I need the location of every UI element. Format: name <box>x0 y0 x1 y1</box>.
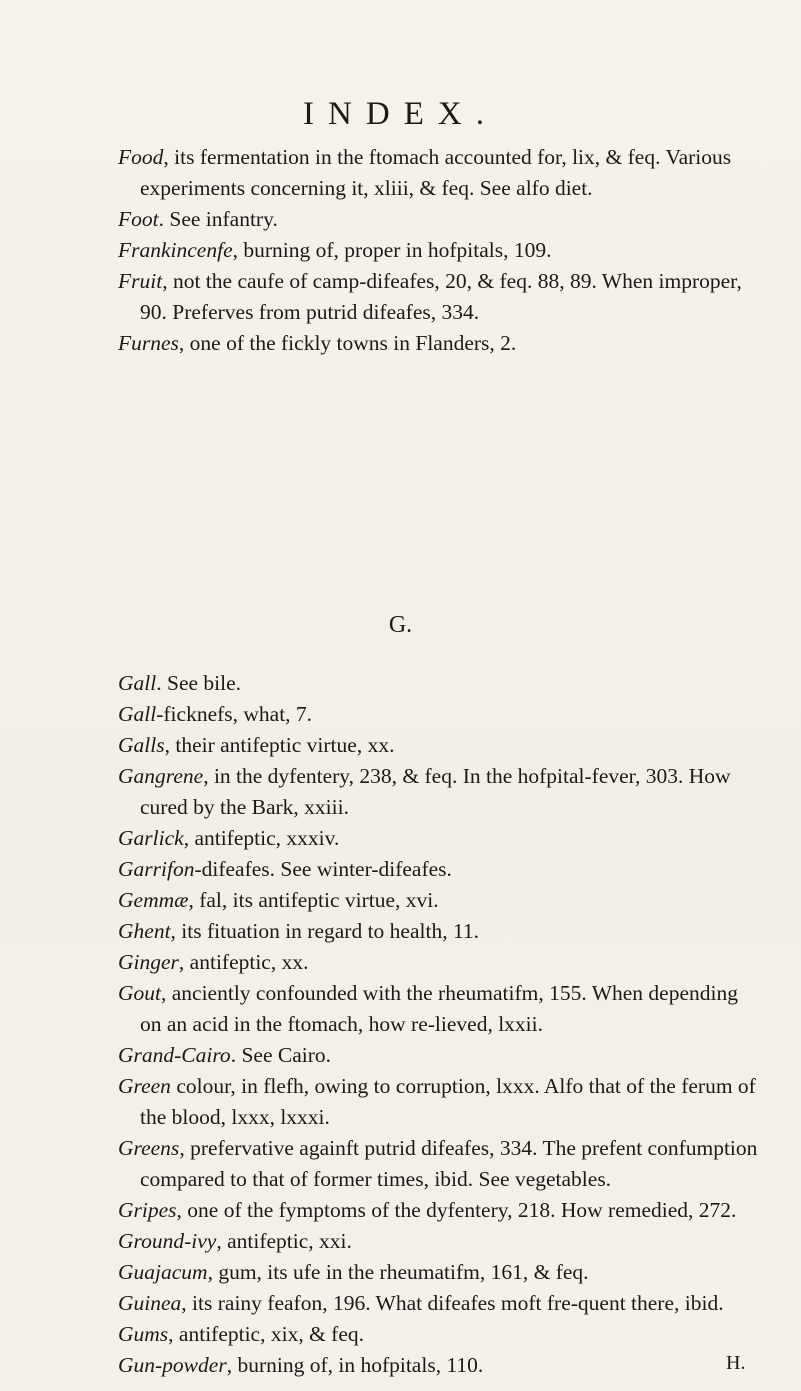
index-text: , antifeptic, xix, & feq. <box>168 1322 365 1346</box>
index-term: Grand-Cairo <box>118 1043 231 1067</box>
index-term: Furnes <box>118 331 179 355</box>
index-text: -ficknefs, what, 7. <box>156 702 313 726</box>
index-term: Gangrene <box>118 764 204 788</box>
index-text: , one of the fickly towns in Flanders, 2. <box>178 331 517 355</box>
index-text: . See Cairo. <box>230 1043 331 1067</box>
index-term: Guajacum <box>118 1260 208 1284</box>
index-entry <box>118 761 758 823</box>
index-entry <box>118 266 758 328</box>
index-entry <box>118 978 758 1040</box>
index-entry <box>118 235 758 266</box>
index-text: , fal, its antifeptic virtue, xvi. <box>188 888 439 912</box>
index-entry <box>118 823 758 854</box>
index-term: Garrifon <box>118 857 195 881</box>
index-text: , gum, its ufe in the rheumatifm, 161, & feq. <box>207 1260 589 1284</box>
index-entry <box>118 142 758 204</box>
index-text: , their antifeptic virtue, xx. <box>164 733 395 757</box>
index-entry <box>118 1226 758 1257</box>
index-entry <box>118 730 758 761</box>
index-entry <box>118 668 758 699</box>
index-entry <box>118 1257 758 1288</box>
index-term: Ghent <box>118 919 171 943</box>
index-term: Fruit <box>118 269 163 293</box>
index-term: Gripes <box>118 1198 177 1222</box>
index-term: Guinea <box>118 1291 182 1315</box>
catchword: H. <box>726 1352 746 1374</box>
index-text: , in the dyfentery, 238, & feq. In the hofpital-fever, 303. How cured by the Bark, xxiii. <box>140 764 731 819</box>
index-text: , prefervative againft putrid difeafes, 334. The prefent confumption compared to that of former times, ibid. See vegetables. <box>140 1136 758 1191</box>
index-entry <box>118 916 758 947</box>
section-letter-g: G. <box>388 612 413 638</box>
index-entry <box>118 885 758 916</box>
index-term: Foot <box>118 207 159 231</box>
index-text: colour, in flefh, owing to corruption, lxxx. Alfo that of the ferum of the blood, lxxx, lxxxi. <box>140 1074 756 1129</box>
index-text: , its rainy feafon, 196. What difeafes moft fre-quent there, ibid. <box>181 1291 724 1315</box>
index-term: Garlick <box>118 826 184 850</box>
index-text: , burning of, in hofpitals, 110. <box>226 1353 484 1377</box>
index-term: Gun-powder <box>118 1353 227 1377</box>
index-text: . See infantry. <box>158 207 278 231</box>
index-entry <box>118 947 758 978</box>
index-term: Gemmæ <box>118 888 189 912</box>
index-term: Gall <box>118 671 157 695</box>
index-text: . See bile. <box>156 671 242 695</box>
entries-g <box>118 668 758 1381</box>
entries-f <box>118 142 758 359</box>
index-entry <box>118 1071 758 1133</box>
index-entry <box>118 328 758 359</box>
index-text: , anciently confounded with the rheumatifm, 155. When depending on an acid in the ftomach, how re-lieved, lxxii. <box>140 981 738 1036</box>
index-text: , antifeptic, xx. <box>178 950 309 974</box>
index-entry <box>118 1133 758 1195</box>
index-entry <box>118 1040 758 1071</box>
index-term: Green <box>118 1074 171 1098</box>
index-term: Gums <box>118 1322 169 1346</box>
index-text: , its fituation in regard to health, 11. <box>170 919 480 943</box>
index-term: Ground-ivy <box>118 1229 217 1253</box>
index-term: Frankincenfe <box>118 238 233 262</box>
index-entry <box>118 1319 758 1350</box>
index-term: Galls <box>118 733 165 757</box>
index-entry <box>118 699 758 730</box>
index-term: Greens <box>118 1136 180 1160</box>
index-text: -difeafes. See winter-difeafes. <box>194 857 452 881</box>
index-text: , antifeptic, xxxiv. <box>183 826 340 850</box>
index-entry <box>118 204 758 235</box>
index-entry <box>118 1350 758 1381</box>
index-term: Food <box>118 145 164 169</box>
index-text: , burning of, proper in hofpitals, 109. <box>232 238 552 262</box>
index-text: , not the caufe of camp-difeafes, 20, & feq. 88, 89. When improper, 90. Preferves from putrid difeafes, 334. <box>140 269 742 324</box>
index-text: , its fermentation in the ftomach accounted for, lix, & feq. Various experiments concerning it, xliii, & feq. See alfo diet. <box>140 145 732 200</box>
index-term: Gout <box>118 981 161 1005</box>
index-text: , antifeptic, xxi. <box>216 1229 352 1253</box>
index-text: , one of the fymptoms of the dyfentery, 218. How remedied, 272. <box>176 1198 737 1222</box>
page-header: INDEX. <box>303 96 498 132</box>
index-entry <box>118 854 758 885</box>
index-entry <box>118 1195 758 1226</box>
index-entry <box>118 1288 758 1319</box>
index-term: Gall <box>118 702 157 726</box>
index-term: Ginger <box>118 950 179 974</box>
